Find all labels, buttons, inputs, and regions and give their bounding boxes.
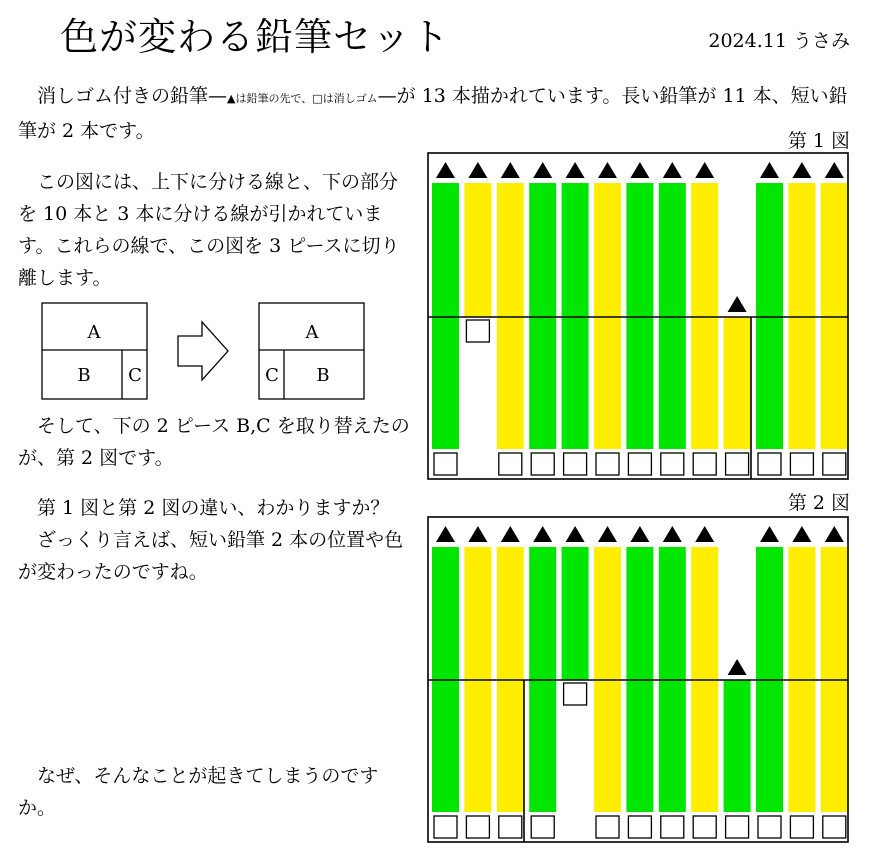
- pencil-tip-icon: [825, 526, 844, 542]
- pencil-upper-11: [756, 547, 783, 680]
- pencil-tip-icon: [663, 526, 682, 542]
- pencil-tip-icon: [630, 526, 649, 542]
- eraser-icon: [726, 816, 749, 838]
- eraser-icon: [823, 816, 846, 838]
- pencil-lower-8: [659, 680, 686, 812]
- pencil-lower-2: [464, 680, 491, 812]
- eraser-icon: [661, 816, 684, 838]
- pencil-lower-4: [529, 317, 556, 449]
- eraser-icon: [499, 453, 522, 475]
- pencil-tip-icon: [792, 526, 811, 542]
- pencil-tip-icon: [533, 162, 552, 178]
- pencil-upper-13: [821, 183, 848, 317]
- eraser-icon: [790, 453, 813, 475]
- pencil-upper-8: [659, 183, 686, 317]
- eraser-icon: [466, 320, 489, 342]
- pencil-upper-1: [432, 547, 459, 680]
- arrow-right-icon: [178, 322, 228, 380]
- pencil-tip-icon: [468, 162, 487, 178]
- pencil-upper-5: [562, 183, 589, 317]
- eraser-icon: [466, 816, 489, 838]
- pencil-lower-8: [659, 317, 686, 449]
- pencil-lower-9: [691, 317, 718, 449]
- pencil-lower-12: [788, 680, 815, 812]
- pencil-tip-icon: [468, 526, 487, 542]
- intro-note-eraser: □は消しゴム: [312, 92, 378, 105]
- pencil-lower-9: [691, 680, 718, 812]
- eraser-icon: [434, 816, 457, 838]
- pencil-tip-icon: [501, 526, 520, 542]
- pencil-tip-icon: [566, 162, 585, 178]
- pencil-lower-10: [724, 680, 751, 812]
- pencil-tip-icon: [760, 162, 779, 178]
- eraser-icon: [564, 453, 587, 475]
- paragraph-cut: [18, 166, 410, 294]
- pencil-lower-1: [432, 317, 459, 449]
- intro-note-tip: ▲は鉛筆の先で、: [227, 92, 313, 105]
- pencil-upper-6: [594, 547, 621, 680]
- eraser-icon: [823, 453, 846, 475]
- figure-frame: [428, 153, 848, 479]
- diagram-before-box: [42, 303, 147, 399]
- eraser-icon: [596, 453, 619, 475]
- eraser-icon: [758, 453, 781, 475]
- figure-frame: [428, 517, 848, 842]
- intro-before: 消しゴム付きの鉛筆—: [37, 85, 228, 107]
- pencil-upper-8: [659, 547, 686, 680]
- pencil-upper-2: [464, 183, 491, 317]
- pencil-tip-icon: [792, 162, 811, 178]
- pencil-lower-6: [594, 317, 621, 449]
- paragraph-swap-text: そして、下の 2 ピース B,C を取り替えたのが、第 2 図です。: [18, 415, 410, 469]
- eraser-icon: [726, 453, 749, 475]
- pencil-tip-icon: [598, 162, 617, 178]
- eraser-icon: [628, 816, 651, 838]
- eraser-icon: [693, 453, 716, 475]
- pencil-lower-6: [594, 680, 621, 812]
- pencil-tip-icon: [630, 162, 649, 178]
- pencil-upper-4: [529, 183, 556, 317]
- page-title: 色が変わる鉛筆セット: [60, 15, 451, 59]
- pencil-upper-7: [626, 183, 653, 317]
- pencil-upper-12: [788, 547, 815, 680]
- pencil-lower-10: [724, 317, 751, 449]
- diagram-before-b: B: [77, 365, 91, 386]
- pencil-upper-11: [756, 183, 783, 317]
- pencil-upper-5: [562, 547, 589, 680]
- intro-after: —が 13 本描かれています。長い鉛筆が 11 本、短い鉛筆が 2 本です。: [18, 85, 848, 142]
- paragraph-answer-text: ざっくり言えば、短い鉛筆 2 本の位置や色が変わったのですね。: [18, 529, 404, 583]
- pencil-upper-1: [432, 183, 459, 317]
- pencil-upper-12: [788, 183, 815, 317]
- pencil-tip-icon: [501, 162, 520, 178]
- diagram-after-b: B: [316, 365, 330, 386]
- pencil-tip-icon: [728, 296, 747, 312]
- pencil-upper-3: [497, 547, 524, 680]
- pencil-lower-7: [626, 317, 653, 449]
- pencil-lower-1: [432, 680, 459, 812]
- paragraph-question-text: 第 1 図と第 2 図の違い、わかりますか？: [37, 497, 390, 519]
- eraser-icon: [596, 816, 619, 838]
- pencil-upper-6: [594, 183, 621, 317]
- eraser-icon: [661, 453, 684, 475]
- pencil-tip-icon: [566, 526, 585, 542]
- pencil-tip-icon: [825, 162, 844, 178]
- pencil-upper-3: [497, 183, 524, 317]
- pencil-upper-9: [691, 183, 718, 317]
- diagram-after-c: C: [265, 365, 279, 386]
- figure1-label: 第 1 図: [787, 130, 850, 152]
- diagram-after-box: [259, 303, 364, 399]
- eraser-icon: [434, 453, 457, 475]
- pencil-lower-3: [497, 680, 524, 812]
- pencil-lower-13: [821, 680, 848, 812]
- pencil-lower-11: [756, 317, 783, 449]
- pencil-tip-icon: [663, 162, 682, 178]
- pencil-upper-9: [691, 547, 718, 680]
- pencil-upper-4: [529, 547, 556, 680]
- pencil-tip-icon: [695, 162, 714, 178]
- diagram-after-a: A: [305, 322, 319, 343]
- paragraph-why-text: なぜ、そんなことが起きてしまうのですか。: [18, 765, 379, 819]
- pencil-lower-4: [529, 680, 556, 812]
- pencil-tip-icon: [436, 526, 455, 542]
- pencil-tip-icon: [695, 526, 714, 542]
- eraser-icon: [531, 816, 554, 838]
- pencil-tip-icon: [436, 162, 455, 178]
- pencil-lower-13: [821, 317, 848, 449]
- pencil-lower-12: [788, 317, 815, 449]
- paragraph-swap: [18, 410, 410, 474]
- byline: 2024.11 うさみ: [708, 30, 850, 52]
- pencil-upper-13: [821, 547, 848, 680]
- intro-paragraph: [18, 80, 858, 147]
- pencil-lower-5: [562, 317, 589, 449]
- paragraph-cut-text: この図には、上下に分ける線と、下の部分を 10 本と 3 本に分ける線が引かれています。これらの線で、この図を 3 ピースに切り離します。: [18, 171, 400, 289]
- paragraph-why: [18, 760, 410, 824]
- eraser-icon: [628, 453, 651, 475]
- pencil-tip-icon: [760, 526, 779, 542]
- pencil-upper-7: [626, 547, 653, 680]
- pencil-lower-11: [756, 680, 783, 812]
- diagram-before-c: C: [128, 365, 142, 386]
- diagram-before-a: A: [87, 322, 101, 343]
- pencil-tip-icon: [598, 526, 617, 542]
- eraser-icon: [790, 816, 813, 838]
- eraser-icon: [531, 453, 554, 475]
- paragraph-question: [18, 492, 410, 588]
- pencil-upper-2: [464, 547, 491, 680]
- eraser-icon: [758, 816, 781, 838]
- eraser-icon: [564, 683, 587, 705]
- pencil-lower-3: [497, 317, 524, 449]
- figure2-label: 第 2 図: [787, 492, 850, 514]
- pencil-tip-icon: [728, 659, 747, 675]
- pencil-tip-icon: [533, 526, 552, 542]
- eraser-icon: [499, 816, 522, 838]
- pencil-lower-7: [626, 680, 653, 812]
- eraser-icon: [693, 816, 716, 838]
